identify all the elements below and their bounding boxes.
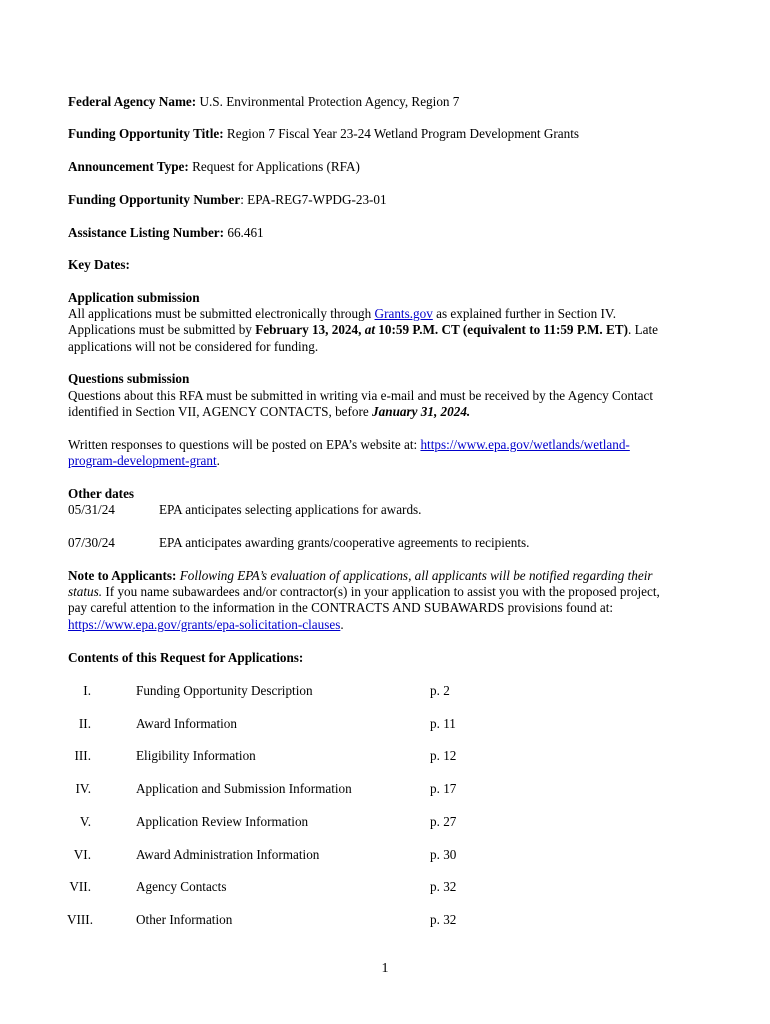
page-number: 1 <box>381 961 389 976</box>
listing-value: 66.461 <box>227 225 264 240</box>
other-date-text <box>159 502 421 518</box>
app-line-1-pre: All applications must be submitted electronically through <box>68 306 375 321</box>
note-link-post: . <box>340 617 344 632</box>
toc-page: p. 32 <box>430 879 457 894</box>
other-date-row <box>68 535 115 551</box>
toc-page: p. 17 <box>430 781 457 796</box>
other-dates-heading <box>68 486 134 502</box>
app-line-3-text: applications will not be considered for funding. <box>68 339 319 354</box>
written-line-1 <box>68 437 630 453</box>
note-line-3-text: pay careful attention to the information in the CONTRACTS AND SUBAWARDS provisions found at: <box>68 600 614 615</box>
number-value: : EPA-REG7-WPDG-23-01 <box>240 192 387 207</box>
contents-heading <box>68 650 303 666</box>
agency-label: Federal Agency Name: <box>68 94 197 109</box>
toc-title[interactable]: Application Review Information <box>136 814 309 829</box>
agency-value: U.S. Environmental Protection Agency, Region 7 <box>199 94 460 109</box>
other-date-text <box>159 535 529 551</box>
contents-heading-text: Contents of this Request for Applications: <box>68 650 304 665</box>
app-line-1 <box>68 306 616 322</box>
questions-line-2 <box>68 404 470 420</box>
app-line-2-post: . Late <box>628 322 659 337</box>
toc-num: I. <box>83 683 91 698</box>
note-line-2 <box>68 584 660 600</box>
other-date-desc: EPA anticipates selecting applications for awards. <box>159 502 422 517</box>
app-line-2 <box>68 322 658 338</box>
written-line-2 <box>68 453 220 469</box>
title-label: Funding Opportunity Title: <box>68 126 224 141</box>
other-date-desc: EPA anticipates awarding grants/cooperative agreements to recipients. <box>159 535 530 550</box>
other-date: 05/31/24 <box>68 502 115 517</box>
app-submission-heading <box>68 290 200 306</box>
grants-gov-link[interactable]: Grants.gov <box>374 306 433 321</box>
toc-page: p. 30 <box>430 847 457 862</box>
written-pre: Written responses to questions will be posted on EPA’s website at: <box>68 437 421 452</box>
app-deadline-at: at <box>364 322 375 337</box>
toc-num: II. <box>78 716 91 731</box>
other-dates-heading-text: Other dates <box>68 486 135 501</box>
toc-num: VII. <box>69 879 91 894</box>
app-deadline-time: 10:59 P.M. CT (equivalent to 11:59 P.M. ET) <box>374 322 628 337</box>
note-line-1 <box>68 568 653 584</box>
note-label: Note to Applicants: <box>68 568 177 583</box>
app-submission-heading-text: Application submission <box>68 290 200 305</box>
toc-title[interactable]: Agency Contacts <box>136 879 227 894</box>
other-date-row <box>68 502 115 518</box>
app-deadline-date: February 13, 2024, <box>255 322 365 337</box>
epa-wetlands-link-cont[interactable]: program-development-grant <box>68 453 217 468</box>
other-date: 07/30/24 <box>68 535 115 550</box>
questions-deadline-date: January 31, 2024. <box>372 404 471 419</box>
key-dates-heading <box>68 257 130 273</box>
questions-heading <box>68 371 189 387</box>
type-value: Request for Applications (RFA) <box>192 159 360 174</box>
toc-page: p. 11 <box>430 716 456 731</box>
toc-page: p. 27 <box>430 814 457 829</box>
toc-title[interactable]: Other Information <box>136 912 233 927</box>
toc-title[interactable]: Eligibility Information <box>136 748 256 763</box>
note-italic-1: Following EPA’s evaluation of applications, all applicants will be notified regarding their <box>176 568 653 583</box>
toc-page: p. 12 <box>430 748 457 763</box>
toc-num: III. <box>74 748 91 763</box>
note-line-4 <box>68 617 344 633</box>
toc-title[interactable]: Award Administration Information <box>136 847 320 862</box>
toc-num: V. <box>79 814 91 829</box>
number-line <box>68 192 387 208</box>
app-line-1-post: as explained further in Section IV. <box>432 306 617 321</box>
questions-heading-text: Questions submission <box>68 371 190 386</box>
type-label: Announcement Type: <box>68 159 189 174</box>
type-line <box>68 159 360 175</box>
questions-line-1 <box>68 388 653 404</box>
toc-title[interactable]: Award Information <box>136 716 237 731</box>
title-value: Region 7 Fiscal Year 23-24 Wetland Program Development Grants <box>226 126 580 141</box>
solicitation-clauses-link[interactable]: https://www.epa.gov/grants/epa-solicitation-clauses <box>68 617 341 632</box>
note-line-3 <box>68 600 613 616</box>
note-italic-2: status. <box>68 584 103 599</box>
app-line-2-pre: Applications must be submitted by <box>68 322 256 337</box>
epa-wetlands-link[interactable]: https://www.epa.gov/wetlands/wetland- <box>420 437 630 452</box>
toc-page: p. 2 <box>430 683 450 698</box>
questions-line-1-text: Questions about this RFA must be submitted in writing via e-mail and must be received by the Agency Contact <box>68 388 654 403</box>
toc-title[interactable]: Funding Opportunity Description <box>136 683 313 698</box>
title-line <box>68 126 579 142</box>
listing-line <box>68 225 264 241</box>
toc-num: VI. <box>73 847 91 862</box>
app-line-3 <box>68 339 318 355</box>
listing-label: Assistance Listing Number: <box>68 225 225 240</box>
written-post: . <box>216 453 220 468</box>
toc-num: IV. <box>75 781 91 796</box>
key-dates-heading-text: Key Dates: <box>68 257 130 272</box>
agency-line <box>68 94 459 110</box>
toc-num: VIII. <box>67 912 93 927</box>
number-label: Funding Opportunity Number <box>68 192 241 207</box>
toc-title[interactable]: Application and Submission Information <box>136 781 352 796</box>
toc-page: p. 32 <box>430 912 457 927</box>
note-line-2-text: If you name subawardees and/or contractor(s) in your application to assist you with the proposed project, <box>102 584 660 599</box>
questions-line-2-pre: identified in Section VII, AGENCY CONTACTS, before <box>68 404 373 419</box>
